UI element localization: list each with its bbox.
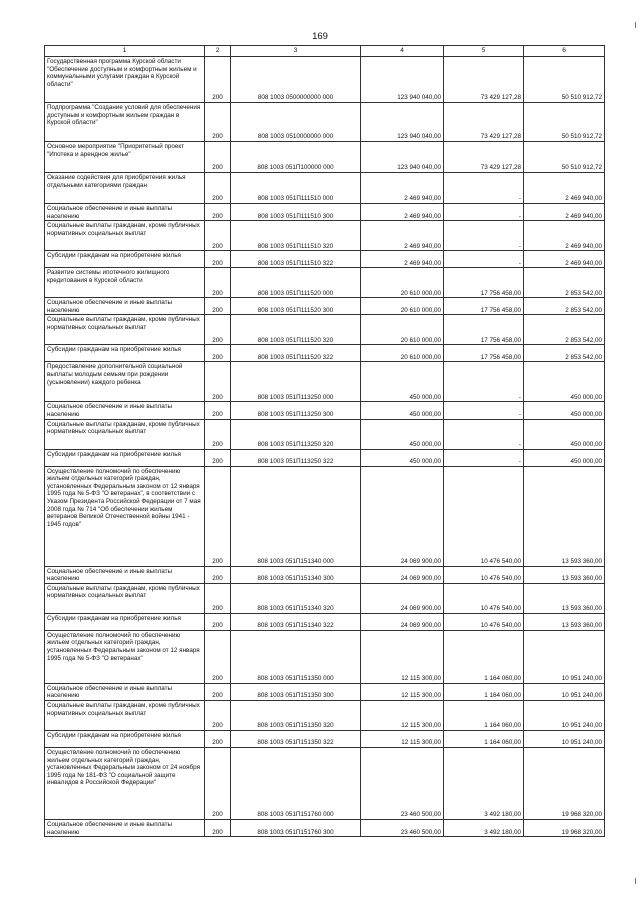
row-amount-5: 10 476 540,00 <box>444 466 524 566</box>
row-budget-code: 808 1003 051П111510 320 <box>231 221 361 251</box>
row-amount-6: 2 853 542,00 <box>524 268 605 298</box>
row-code-2: 200 <box>205 57 231 103</box>
row-amount-5: 17 756 458,00 <box>444 298 524 315</box>
row-code-2: 200 <box>205 566 231 583</box>
row-amount-4: 2 469 940,00 <box>361 251 444 268</box>
row-amount-6: 13 593 360,00 <box>524 466 605 566</box>
row-name: Субсидии гражданам на приобретение жилья <box>45 449 205 466</box>
table-row <box>45 747 605 819</box>
row-name: Основное мероприятие "Приоритетный проект "Ипотека и арендное жилье" <box>45 142 205 173</box>
row-amount-5: - <box>444 402 524 419</box>
table-row <box>45 402 605 419</box>
row-budget-code: 808 1003 051П151340 300 <box>231 566 361 583</box>
row-name: Субсидии гражданам на приобретение жилья <box>45 251 205 268</box>
row-amount-5: 17 756 458,00 <box>444 268 524 298</box>
table-row <box>45 173 605 204</box>
row-budget-code: 808 1003 051П151760 000 <box>231 747 361 819</box>
row-amount-5: 1 164 060,00 <box>444 700 524 730</box>
column-header: 6 <box>524 46 605 57</box>
row-amount-5: - <box>444 419 524 449</box>
row-name: Осуществление полномочий по обеспечению жильем отдельных категорий граждан, установленных Федеральным законом от 12 января 1995 года № 5-ФЗ "О ветеранах" <box>45 630 205 683</box>
row-amount-4: 450 000,00 <box>361 419 444 449</box>
row-amount-6: 13 593 360,00 <box>524 613 605 630</box>
row-budget-code: 808 1003 051П113250 322 <box>231 449 361 466</box>
table-row <box>45 268 605 298</box>
row-budget-code: 808 1003 051П113250 300 <box>231 402 361 419</box>
row-amount-6: 19 968 320,00 <box>524 819 605 836</box>
row-budget-code: 808 1003 051П151760 300 <box>231 819 361 836</box>
row-name: Социальное обеспечение и иные выплаты населению <box>45 566 205 583</box>
row-budget-code: 808 1003 051П113250 000 <box>231 362 361 402</box>
table-row <box>45 298 605 315</box>
table-row <box>45 315 605 345</box>
row-amount-6: 10 951 240,00 <box>524 700 605 730</box>
row-code-2: 200 <box>205 362 231 402</box>
table-row <box>45 449 605 466</box>
row-code-2: 200 <box>205 298 231 315</box>
table-row <box>45 613 605 630</box>
table-row <box>45 419 605 449</box>
row-amount-6: 450 000,00 <box>524 449 605 466</box>
row-name: Субсидии гражданам на приобретение жилья <box>45 345 205 362</box>
row-amount-4: 24 069 900,00 <box>361 566 444 583</box>
row-budget-code: 808 1003 051П151350 322 <box>231 730 361 747</box>
row-budget-code: 808 1003 051П151350 320 <box>231 700 361 730</box>
row-name: Социальные выплаты гражданам, кроме публичных нормативных социальных выплат <box>45 221 205 251</box>
row-budget-code: 808 1003 051П111510 000 <box>231 173 361 204</box>
row-code-2: 200 <box>205 173 231 204</box>
table-row <box>45 700 605 730</box>
row-amount-5: 1 164 060,00 <box>444 683 524 700</box>
row-amount-4: 23 460 500,00 <box>361 747 444 819</box>
row-name: Социальные выплаты гражданам, кроме публичных нормативных социальных выплат <box>45 315 205 345</box>
row-budget-code: 808 1003 051П111520 322 <box>231 345 361 362</box>
row-code-2: 200 <box>205 419 231 449</box>
row-code-2: 200 <box>205 251 231 268</box>
row-amount-4: 20 610 000,00 <box>361 345 444 362</box>
column-header: 1 <box>45 46 205 57</box>
row-amount-6: 2 853 542,00 <box>524 315 605 345</box>
row-budget-code: 808 1003 051П151340 000 <box>231 466 361 566</box>
row-amount-6: 13 593 360,00 <box>524 583 605 613</box>
table-row <box>45 630 605 683</box>
table-row <box>45 466 605 566</box>
column-header: 4 <box>361 46 444 57</box>
row-amount-6: 10 951 240,00 <box>524 683 605 700</box>
row-amount-4: 23 460 500,00 <box>361 819 444 836</box>
row-budget-code: 808 1003 051П151350 000 <box>231 630 361 683</box>
row-amount-5: 10 476 540,00 <box>444 583 524 613</box>
row-amount-5: 73 429 127,28 <box>444 57 524 103</box>
row-amount-5: - <box>444 362 524 402</box>
row-amount-6: 450 000,00 <box>524 402 605 419</box>
row-code-2: 200 <box>205 730 231 747</box>
table-header-row <box>45 46 605 57</box>
row-name: Подпрограмма "Создание условий для обеспечения доступным и комфортным жильем граждан в Курской области" <box>45 103 205 142</box>
row-budget-code: 808 1003 051П111520 320 <box>231 315 361 345</box>
row-amount-6: 50 510 912,72 <box>524 142 605 173</box>
row-amount-6: 10 951 240,00 <box>524 730 605 747</box>
row-amount-4: 450 000,00 <box>361 449 444 466</box>
row-code-2: 200 <box>205 221 231 251</box>
row-code-2: 200 <box>205 466 231 566</box>
row-amount-4: 450 000,00 <box>361 362 444 402</box>
row-code-2: 200 <box>205 402 231 419</box>
row-budget-code: 808 1003 051П151350 300 <box>231 683 361 700</box>
row-name: Социальные выплаты гражданам, кроме публичных нормативных социальных выплат <box>45 700 205 730</box>
row-code-2: 200 <box>205 103 231 142</box>
row-name: Субсидии гражданам на приобретение жилья <box>45 730 205 747</box>
row-amount-4: 24 069 900,00 <box>361 613 444 630</box>
table-body <box>45 57 605 837</box>
row-amount-6: 450 000,00 <box>524 419 605 449</box>
row-amount-5: 73 429 127,28 <box>444 142 524 173</box>
table-row <box>45 103 605 142</box>
page-number: 169 <box>312 31 328 42</box>
row-amount-4: 20 610 000,00 <box>361 298 444 315</box>
table-row <box>45 142 605 173</box>
row-amount-5: 10 476 540,00 <box>444 566 524 583</box>
row-name: Социальное обеспечение и иные выплаты населению <box>45 204 205 221</box>
row-amount-6: 450 000,00 <box>524 362 605 402</box>
table-row <box>45 362 605 402</box>
row-amount-6: 13 593 360,00 <box>524 566 605 583</box>
row-name: Социальное обеспечение и иные выплаты населению <box>45 819 205 836</box>
row-code-2: 200 <box>205 630 231 683</box>
column-header: 2 <box>205 46 231 57</box>
row-amount-6: 2 469 940,00 <box>524 204 605 221</box>
row-amount-5: 17 756 458,00 <box>444 315 524 345</box>
row-name: Социальные выплаты гражданам, кроме публичных нормативных социальных выплат <box>45 419 205 449</box>
row-name: Социальное обеспечение и иные выплаты населению <box>45 402 205 419</box>
table-row <box>45 583 605 613</box>
row-budget-code: 808 1003 0500000000 000 <box>231 57 361 103</box>
row-budget-code: 808 1003 051П111520 300 <box>231 298 361 315</box>
row-code-2: 200 <box>205 449 231 466</box>
row-name: Осуществление полномочий по обеспечению жильем отдельных категорий граждан, установленных Федеральным законом от 12 января 1995 года № 5-ФЗ "О ветеранах", в соответствии с Указом Президента Российской Федерации от 7 мая 2008 года № 714 "Об обеспечении жильем ветеранов Великой Отечественной войны 1941 - 1945 годов" <box>45 466 205 566</box>
row-code-2: 200 <box>205 345 231 362</box>
column-header: 3 <box>231 46 361 57</box>
row-amount-4: 123 940 040,00 <box>361 57 444 103</box>
row-amount-4: 2 469 940,00 <box>361 204 444 221</box>
row-amount-4: 24 069 900,00 <box>361 466 444 566</box>
margin-mark <box>635 22 636 28</box>
row-amount-5: 10 476 540,00 <box>444 613 524 630</box>
row-amount-5: 73 429 127,28 <box>444 103 524 142</box>
row-amount-6: 10 951 240,00 <box>524 630 605 683</box>
row-amount-5: 3 492 180,00 <box>444 819 524 836</box>
row-name: Развитие системы ипотечного жилищного кредитования в Курской области <box>45 268 205 298</box>
row-amount-5: 1 164 060,00 <box>444 730 524 747</box>
row-amount-4: 450 000,00 <box>361 402 444 419</box>
row-amount-6: 50 510 912,72 <box>524 103 605 142</box>
table-row <box>45 566 605 583</box>
row-amount-4: 12 115 300,00 <box>361 700 444 730</box>
table-row <box>45 345 605 362</box>
row-name: Социальное обеспечение и иные выплаты населению <box>45 298 205 315</box>
row-amount-4: 123 940 040,00 <box>361 103 444 142</box>
row-budget-code: 808 1003 051П151340 322 <box>231 613 361 630</box>
table-row <box>45 730 605 747</box>
row-amount-4: 12 115 300,00 <box>361 730 444 747</box>
column-header: 5 <box>444 46 524 57</box>
row-amount-5: - <box>444 221 524 251</box>
row-code-2: 200 <box>205 142 231 173</box>
row-amount-5: - <box>444 173 524 204</box>
row-amount-4: 2 469 940,00 <box>361 221 444 251</box>
row-amount-6: 2 469 940,00 <box>524 251 605 268</box>
row-name: Оказание содействия для приобретения жилья отдельными категориями граждан <box>45 173 205 204</box>
row-amount-5: 17 756 458,00 <box>444 345 524 362</box>
table-row <box>45 221 605 251</box>
row-code-2: 200 <box>205 683 231 700</box>
table-row <box>45 683 605 700</box>
row-amount-4: 24 069 900,00 <box>361 583 444 613</box>
table-row <box>45 251 605 268</box>
row-amount-6: 2 469 940,00 <box>524 173 605 204</box>
row-budget-code: 808 1003 051П111510 300 <box>231 204 361 221</box>
row-code-2: 200 <box>205 819 231 836</box>
row-amount-6: 2 469 940,00 <box>524 221 605 251</box>
row-amount-4: 123 940 040,00 <box>361 142 444 173</box>
row-name: Государственная программа Курской области "Обеспечение доступным и комфортным жильем и коммунальными услугами граждан в Курской области" <box>45 57 205 103</box>
row-code-2: 200 <box>205 747 231 819</box>
row-amount-6: 2 853 542,00 <box>524 298 605 315</box>
row-budget-code: 808 1003 051П151340 320 <box>231 583 361 613</box>
row-budget-code: 808 1003 0510000000 000 <box>231 103 361 142</box>
row-amount-5: 1 164 060,00 <box>444 630 524 683</box>
row-amount-6: 50 510 912,72 <box>524 57 605 103</box>
row-code-2: 200 <box>205 613 231 630</box>
row-code-2: 200 <box>205 700 231 730</box>
row-amount-4: 2 469 940,00 <box>361 173 444 204</box>
row-budget-code: 808 1003 051П111510 322 <box>231 251 361 268</box>
row-amount-6: 2 853 542,00 <box>524 345 605 362</box>
table-row <box>45 57 605 103</box>
row-amount-4: 12 115 300,00 <box>361 630 444 683</box>
row-amount-5: - <box>444 449 524 466</box>
row-name: Субсидии гражданам на приобретение жилья <box>45 613 205 630</box>
row-name: Социальные выплаты гражданам, кроме публичных нормативных социальных выплат <box>45 583 205 613</box>
row-code-2: 200 <box>205 268 231 298</box>
budget-table <box>44 45 605 837</box>
row-amount-4: 12 115 300,00 <box>361 683 444 700</box>
row-budget-code: 808 1003 051П113250 320 <box>231 419 361 449</box>
row-name: Осуществление полномочий по обеспечению жильем отдельных категорий граждан, установленных Федеральным законом от 24 ноября 1995 года № 181-ФЗ "О социальной защите инвалидов в Российской Федерации" <box>45 747 205 819</box>
row-amount-5: 3 492 180,00 <box>444 747 524 819</box>
row-code-2: 200 <box>205 204 231 221</box>
table-row <box>45 204 605 221</box>
row-amount-5: - <box>444 204 524 221</box>
table-row <box>45 819 605 836</box>
row-amount-6: 19 968 320,00 <box>524 747 605 819</box>
row-name: Социальное обеспечение и иные выплаты населению <box>45 683 205 700</box>
row-code-2: 200 <box>205 315 231 345</box>
row-code-2: 200 <box>205 583 231 613</box>
row-name: Предоставление дополнительной социальной выплаты молодым семьям при рождении (усыновлении) каждого ребенка <box>45 362 205 402</box>
row-amount-4: 20 610 000,00 <box>361 315 444 345</box>
row-budget-code: 808 1003 051П100000 000 <box>231 142 361 173</box>
row-budget-code: 808 1003 051П111520 000 <box>231 268 361 298</box>
row-amount-5: - <box>444 251 524 268</box>
row-amount-4: 20 610 000,00 <box>361 268 444 298</box>
margin-mark <box>635 878 636 884</box>
